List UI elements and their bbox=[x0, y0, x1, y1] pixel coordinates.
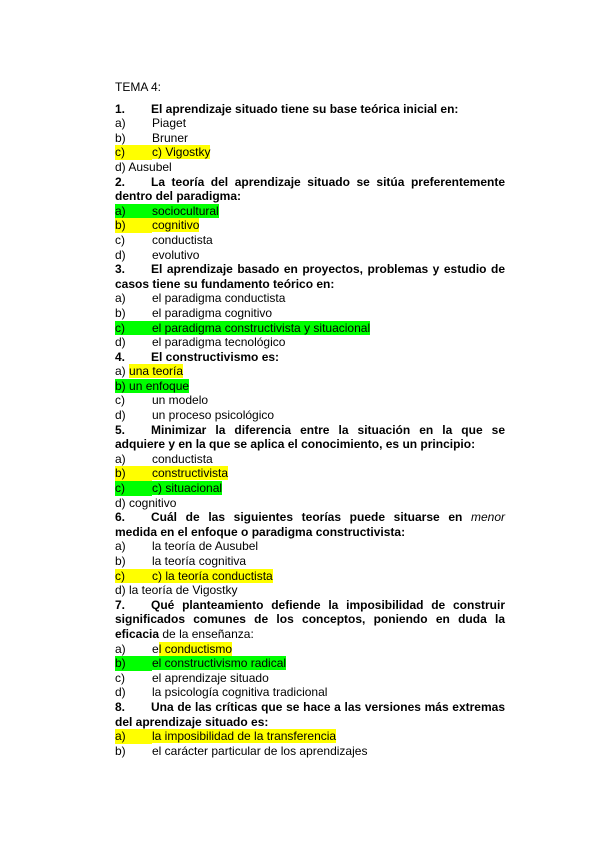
option-text: e bbox=[152, 641, 159, 656]
option-letter: a) bbox=[115, 451, 126, 466]
option-b bbox=[115, 218, 505, 233]
option-text: el aprendizaje situado bbox=[152, 670, 269, 685]
option-b bbox=[115, 306, 505, 321]
option-text-highlighted: un enfoque bbox=[129, 378, 190, 393]
option-a bbox=[115, 729, 505, 744]
option-a bbox=[115, 204, 505, 219]
option-text: d) la teoría de Vigostky bbox=[115, 583, 238, 598]
option-text: d) cognitivo bbox=[115, 495, 177, 510]
option-text: la teoría de Ausubel bbox=[152, 539, 259, 554]
option-a bbox=[115, 364, 505, 379]
option-letter: d) bbox=[115, 247, 126, 262]
option-b bbox=[115, 131, 505, 146]
option-c bbox=[115, 233, 505, 248]
question-number: 6. bbox=[115, 510, 126, 525]
option-text-highlighted: constructivista bbox=[152, 466, 229, 481]
question-text: Qué planteamiento defiende la imposibilidad de construir significados comunes de los conceptos, poniendo en duda la eficacia bbox=[115, 597, 505, 641]
option-a bbox=[115, 452, 505, 467]
option-d bbox=[115, 496, 505, 511]
option-letter: c) bbox=[115, 569, 152, 584]
option-text-highlighted: la imposibilidad de la transferencia bbox=[152, 729, 337, 744]
question-1 bbox=[115, 102, 505, 117]
option-d bbox=[115, 335, 505, 350]
option-letter: a) bbox=[115, 539, 126, 554]
option-letter: b) bbox=[115, 305, 126, 320]
option-d bbox=[115, 248, 505, 263]
option-a bbox=[115, 291, 505, 306]
question-number: 7. bbox=[115, 597, 126, 612]
question-number: 1. bbox=[115, 101, 126, 116]
question-4 bbox=[115, 350, 505, 365]
question-2 bbox=[115, 175, 505, 204]
option-letter: d) bbox=[115, 685, 126, 700]
option-d bbox=[115, 685, 505, 700]
question-text: El aprendizaje basado en proyectos, problemas y estudio de casos tiene su fundamento teórico en: bbox=[115, 262, 505, 291]
option-letter: c) bbox=[115, 393, 125, 408]
option-letter: a) bbox=[115, 641, 126, 656]
question-5 bbox=[115, 423, 505, 452]
option-b bbox=[115, 466, 505, 481]
option-text-highlighted: l conductismo bbox=[158, 641, 233, 656]
option-a bbox=[115, 539, 505, 554]
option-text-highlighted: c) situacional bbox=[152, 481, 223, 496]
question-6 bbox=[115, 510, 505, 539]
question-text: Cuál de las siguientes teorías puede situarse en bbox=[151, 510, 471, 525]
option-d bbox=[115, 583, 505, 598]
option-text: la psicología cognitiva tradicional bbox=[152, 685, 328, 700]
option-b bbox=[115, 744, 505, 759]
option-text: el paradigma conductista bbox=[152, 291, 286, 306]
question-number: 8. bbox=[115, 699, 126, 714]
question-emphasis: menor bbox=[470, 510, 505, 525]
option-text-highlighted: el paradigma constructivista y situacional bbox=[152, 320, 371, 335]
option-letter: b) bbox=[115, 378, 126, 393]
question-text-cont: medida en el enfoque o paradigma constructivista: bbox=[115, 524, 406, 539]
option-b bbox=[115, 656, 505, 671]
option-c bbox=[115, 393, 505, 408]
option-text: un modelo bbox=[152, 393, 209, 408]
question-text: Una de las críticas que se hace a las versiones más extremas del aprendizaje situado es: bbox=[115, 699, 505, 729]
option-letter: c) bbox=[115, 145, 152, 160]
option-b bbox=[115, 379, 505, 394]
option-letter: d) bbox=[115, 408, 126, 423]
option-text: la teoría cognitiva bbox=[152, 554, 247, 568]
question-text: Minimizar la diferencia entre la situación en la que se adquiere y en la que se aplica el conocimiento, es un principio: bbox=[115, 422, 505, 452]
option-letter: d) bbox=[115, 335, 126, 350]
option-letter: a) bbox=[115, 204, 152, 219]
option-text-highlighted: cognitivo bbox=[152, 218, 200, 233]
option-text-highlighted: una teoría bbox=[129, 364, 184, 379]
option-text: d) Ausubel bbox=[115, 159, 172, 174]
question-text: El constructivismo es: bbox=[151, 349, 280, 364]
option-c bbox=[115, 481, 505, 496]
option-a bbox=[115, 642, 505, 657]
option-letter: b) bbox=[115, 218, 152, 233]
option-c bbox=[115, 671, 505, 686]
question-text: El aprendizaje situado tiene su base teórica inicial en: bbox=[151, 101, 459, 116]
option-d bbox=[115, 160, 505, 175]
option-text: un proceso psicológico bbox=[152, 408, 275, 423]
option-letter: a) bbox=[115, 364, 126, 379]
option-text: Bruner bbox=[152, 130, 189, 145]
question-number: 2. bbox=[115, 174, 126, 189]
option-letter: b) bbox=[115, 130, 126, 145]
option-letter: b) bbox=[115, 466, 152, 481]
option-text: el carácter particular de los aprendizajes bbox=[152, 743, 368, 758]
option-text: Piaget bbox=[152, 116, 187, 131]
option-d bbox=[115, 408, 505, 423]
option-letter: c) bbox=[115, 481, 152, 496]
option-letter: a) bbox=[115, 291, 126, 306]
option-c bbox=[115, 569, 505, 584]
option-text: conductista bbox=[152, 451, 213, 466]
question-text: La teoría del aprendizaje situado se sitúa preferentemente dentro del paradigma: bbox=[115, 174, 505, 204]
option-letter: c) bbox=[115, 670, 125, 685]
option-b bbox=[115, 554, 505, 569]
option-text: evolutivo bbox=[152, 247, 200, 262]
option-letter: c) bbox=[115, 321, 152, 336]
option-text: el paradigma tecnológico bbox=[152, 335, 286, 350]
option-letter: b) bbox=[115, 656, 152, 671]
question-8 bbox=[115, 700, 505, 729]
question-number: 5. bbox=[115, 422, 126, 437]
question-number: 3. bbox=[115, 262, 126, 277]
question-number: 4. bbox=[115, 349, 126, 364]
option-text-highlighted: el constructivismo radical bbox=[152, 656, 287, 671]
document-page bbox=[115, 80, 505, 758]
option-text-highlighted: c) la teoría conductista bbox=[152, 568, 273, 583]
question-3 bbox=[115, 262, 505, 291]
question-7 bbox=[115, 598, 505, 642]
option-text-highlighted: sociocultural bbox=[152, 203, 219, 218]
option-a bbox=[115, 116, 505, 131]
page-title: TEMA 4: bbox=[115, 80, 162, 94]
option-letter: a) bbox=[115, 116, 126, 131]
option-letter: c) bbox=[115, 232, 125, 247]
option-text-highlighted: c) Vigostky bbox=[152, 145, 211, 160]
option-text: conductista bbox=[152, 232, 213, 247]
option-letter: b) bbox=[115, 554, 126, 568]
option-c bbox=[115, 321, 505, 336]
option-text: el paradigma cognitivo bbox=[152, 305, 273, 320]
question-text-tail: de la enseñanza: bbox=[159, 626, 254, 641]
option-letter: b) bbox=[115, 743, 126, 758]
option-letter: a) bbox=[115, 729, 152, 744]
option-c bbox=[115, 145, 505, 160]
